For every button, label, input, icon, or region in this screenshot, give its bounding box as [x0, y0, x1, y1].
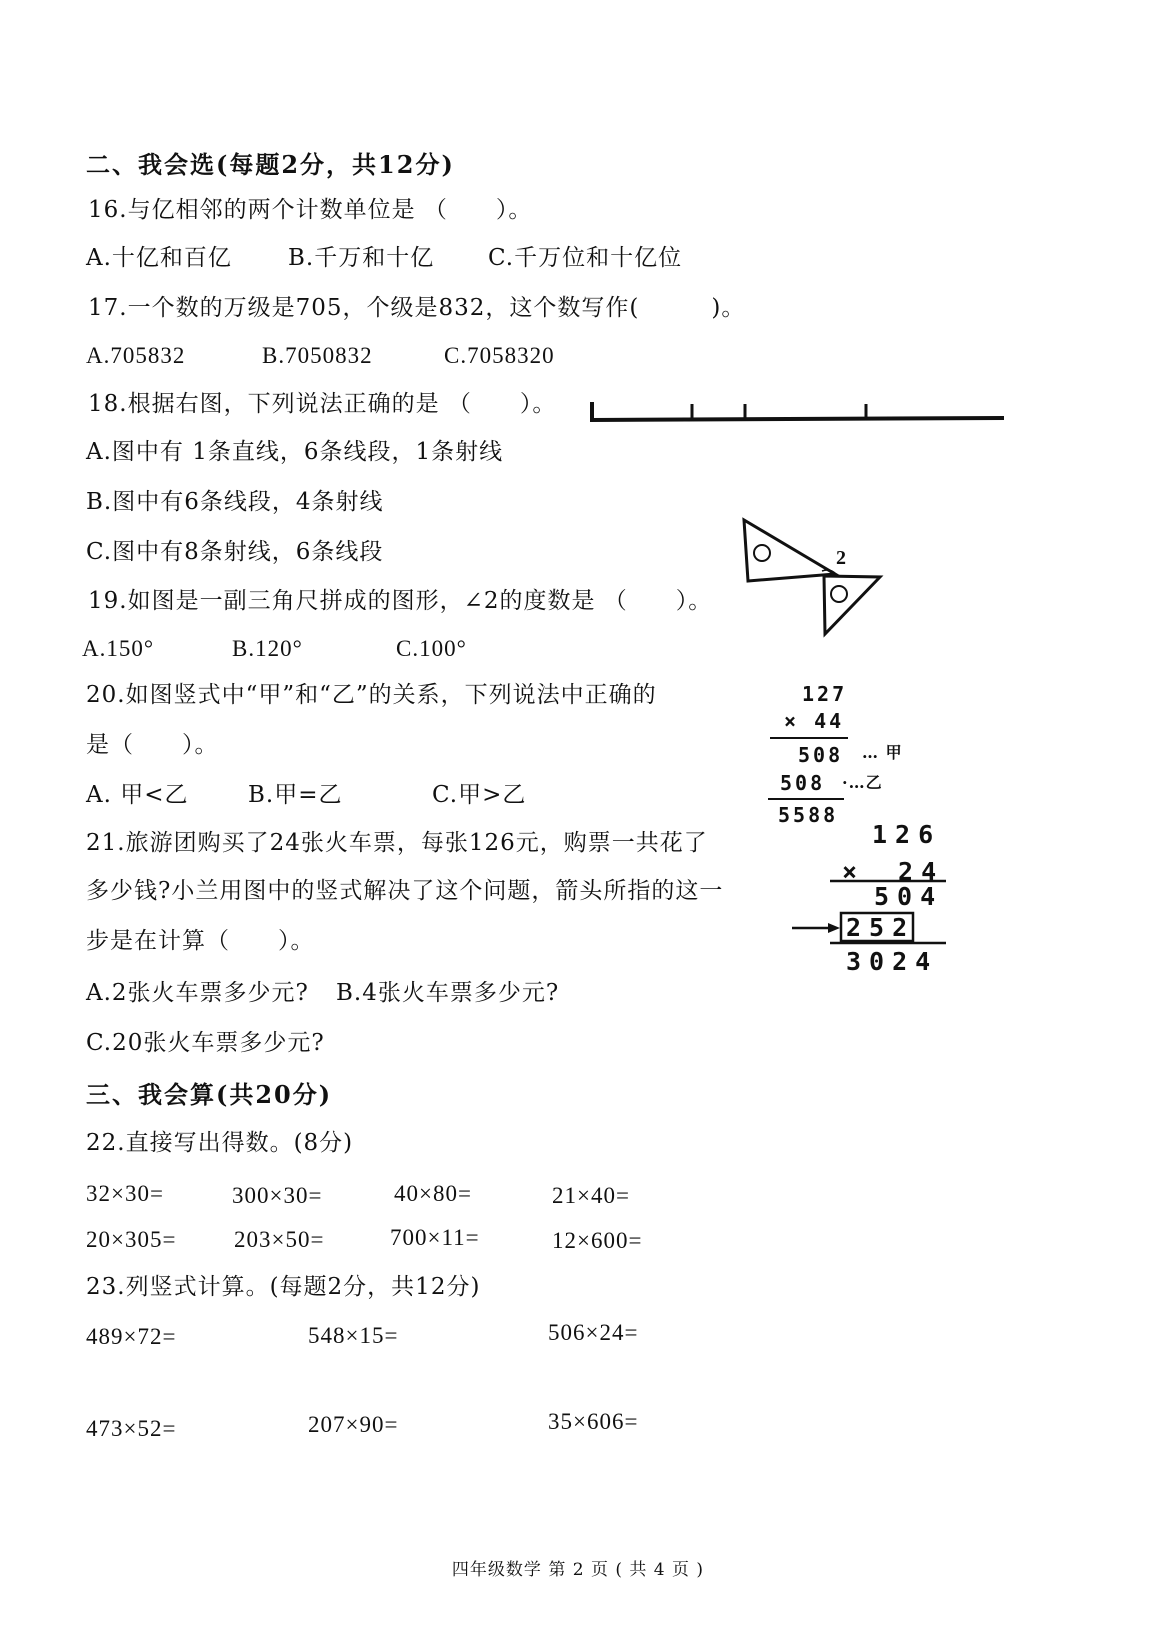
q20-vertical-rule-1 — [770, 736, 850, 740]
q23-item: 548×15= — [308, 1323, 399, 1348]
q17-option-b: B.7050832 — [262, 343, 373, 368]
q20-stem-line-1: 20.如图竖式中“甲”和“乙”的关系，下列说法中正确的 — [86, 682, 657, 708]
q22-item: 20×305= — [86, 1227, 177, 1252]
q23-item: 473×52= — [86, 1416, 177, 1441]
q23-item: 506×24= — [548, 1320, 639, 1345]
q17-option-a: A.705832 — [86, 343, 186, 368]
q20-vertical-multiplier: × 44 — [784, 709, 845, 733]
q22-item: 12×600= — [552, 1228, 643, 1253]
q20-label-jia: … 甲 — [862, 743, 903, 762]
q21-option-c: C.20张火车票多少元? — [86, 1030, 325, 1056]
page-footer: 四年级数学 第 2 页 ( 共 4 页 ) — [451, 1560, 705, 1580]
q21-stem-line-3: 步是在计算（ ）。 — [86, 928, 315, 954]
q22-item: 203×50= — [234, 1227, 325, 1252]
q20-vertical-partial-2: 508 — [780, 771, 826, 795]
q19-angle-label: 2 — [836, 547, 846, 569]
q21-option-a: A.2张火车票多少元? — [86, 980, 309, 1006]
q19-triangle-ruler-figure — [740, 516, 890, 641]
q16-option-a: A.十亿和百亿 — [86, 245, 232, 271]
q21-vertical-multiplier: × 24 — [842, 857, 945, 886]
q23-stem: 23.列竖式计算。(每题2分，共12分) — [86, 1274, 481, 1300]
q22-item: 40×80= — [394, 1181, 472, 1206]
q19-stem: 19.如图是一副三角尺拼成的图形，∠2的度数是 （ ）。 — [88, 588, 713, 614]
q22-item: 300×30= — [232, 1183, 323, 1208]
q22-stem: 22.直接写出得数。(8分) — [86, 1130, 354, 1156]
q16-stem: 16.与亿相邻的两个计数单位是 （ ）。 — [88, 197, 533, 223]
q21-stem-line-2: 多少钱?小兰用图中的竖式解决了这个问题，箭头所指的这一 — [86, 878, 724, 904]
section-2-title: 二、我会选(每题2分，共12分) — [86, 150, 455, 179]
q20-vertical-result: 5588 — [778, 803, 839, 827]
q18-line-figure — [588, 398, 1008, 426]
section-3-title: 三、我会算(共20分) — [86, 1080, 333, 1109]
q18-stem: 18.根据右图，下列说法正确的是 （ ）。 — [88, 391, 557, 417]
q20-option-c: C.甲>乙 — [432, 782, 527, 808]
q22-item: 32×30= — [86, 1181, 164, 1206]
q21-vertical-result: 3024 — [846, 947, 939, 976]
q19-option-c: C.100° — [396, 636, 467, 661]
q18-option-b: B.图中有6条线段，4条射线 — [86, 489, 384, 515]
q18-option-c: C.图中有8条射线，6条线段 — [86, 539, 384, 565]
q21-vertical-partial-2-boxed: 252 — [846, 913, 916, 942]
q20-option-a: A. 甲<乙 — [86, 782, 189, 808]
q19-option-b: B.120° — [232, 636, 303, 661]
q20-option-b: B.甲=乙 — [248, 782, 343, 808]
q23-item: 489×72= — [86, 1324, 177, 1349]
q20-vertical-rule-2 — [768, 797, 848, 801]
q21-vertical-partial-1: 504 — [874, 882, 944, 911]
q17-stem: 17.一个数的万级是705，个级是832，这个数写作( )。 — [88, 295, 746, 321]
q17-option-c: C.7058320 — [444, 343, 555, 368]
q18-option-a: A.图中有 1条直线，6条线段，1条射线 — [86, 439, 504, 465]
q21-vertical-top: 126 — [872, 820, 942, 849]
q20-stem-line-2: 是（ ）。 — [86, 732, 219, 758]
q22-item: 700×11= — [390, 1225, 480, 1250]
q19-option-a: A.150° — [82, 636, 155, 661]
q16-option-c: C.千万位和十亿位 — [488, 245, 683, 271]
q21-stem-line-1: 21.旅游团购买了24张火车票，每张126元，购票一共花了 — [86, 830, 708, 856]
q20-vertical-partial-1: 508 — [798, 743, 844, 767]
q21-vertical-rule-2 — [830, 941, 950, 945]
q16-option-b: B.千万和十亿 — [288, 245, 435, 271]
q23-item: 35×606= — [548, 1409, 639, 1434]
q21-option-b: B.4张火车票多少元? — [336, 980, 560, 1006]
q23-item: 207×90= — [308, 1412, 399, 1437]
q20-vertical-top: 127 — [802, 682, 848, 706]
q22-item: 21×40= — [552, 1183, 630, 1208]
q20-label-yi: ·…乙 — [842, 773, 883, 792]
